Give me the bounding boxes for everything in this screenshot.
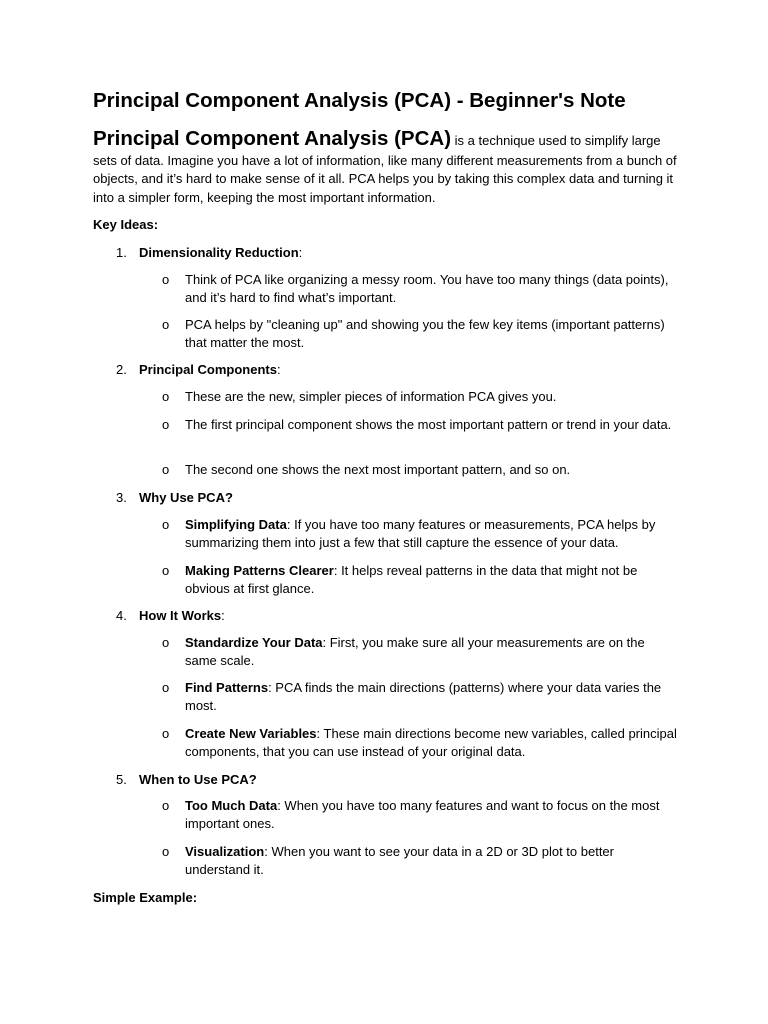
section-heading: When to Use PCA?	[139, 772, 257, 787]
section-number: 4.	[116, 608, 127, 623]
bullet-text: The first principal component shows the most important pattern or trend in your data.	[185, 417, 672, 432]
section-number: 3.	[116, 490, 127, 505]
bullet-text: Simplifying Data: If you have too many features or measurements, PCA helps by summarizing them into just a few that still capture the essence of your data.	[185, 517, 656, 551]
simple-example-heading: Simple Example:	[93, 890, 198, 905]
bullet-marker: o	[162, 517, 170, 532]
bullet-text: Find Patterns: PCA finds the main directions (patterns) where your data varies the most.	[185, 680, 662, 714]
section-heading: How It Works:	[139, 608, 225, 623]
section-number: 1.	[116, 245, 127, 260]
bullet-marker: o	[162, 680, 170, 695]
section-heading: Principal Components:	[139, 362, 281, 377]
page-title: Principal Component Analysis (PCA) - Beginner's Note	[93, 89, 626, 112]
bullet-marker: o	[162, 798, 170, 813]
section-number: 5.	[116, 772, 127, 787]
bullet-text: These are the new, simpler pieces of information PCA gives you.	[185, 389, 557, 404]
bullet-marker: o	[162, 635, 170, 650]
bullet-marker: o	[162, 462, 170, 477]
intro-text: is a technique used to simplify large sets of data. Imagine you have a lot of information, like many different measurements from a bunch of objects, and it’s hard to make sense of it all. PCA helps you by taking this complex data and turning it into a simpler form, keeping the most important information.	[93, 133, 677, 205]
bullet-marker: o	[162, 272, 170, 287]
section-number: 2.	[116, 362, 127, 377]
bullet-text: Think of PCA like organizing a messy room. You have too many things (data points), and it’s hard to find what’s important.	[185, 272, 669, 306]
section-heading: Why Use PCA?	[139, 490, 233, 505]
bullet-text: Too Much Data: When you have too many features and want to focus on the most important ones.	[185, 798, 660, 832]
bullet-marker: o	[162, 317, 170, 332]
bullet-text: Making Patterns Clearer: It helps reveal patterns in the data that might not be obvious at first glance.	[185, 563, 638, 597]
bullet-marker: o	[162, 563, 170, 578]
bullet-marker: o	[162, 389, 170, 404]
intro-paragraph	[93, 126, 683, 207]
section-heading: Dimensionality Reduction:	[139, 245, 303, 260]
bullet-text: The second one shows the next most important pattern, and so on.	[185, 462, 571, 477]
bullet-text: PCA helps by "cleaning up" and showing you the few key items (important patterns) that matter the most.	[185, 317, 665, 351]
key-ideas-heading: Key Ideas:	[93, 217, 159, 232]
intro-lead: Principal Component Analysis (PCA)	[93, 127, 452, 150]
bullet-text: Standardize Your Data: First, you make sure all your measurements are on the same scale.	[185, 635, 645, 669]
bullet-marker: o	[162, 417, 170, 432]
bullet-text: Create New Variables: These main directions become new variables, called principal components, that you can use instead of your original data.	[185, 726, 677, 760]
bullet-text: Visualization: When you want to see your data in a 2D or 3D plot to better understand it.	[185, 844, 614, 878]
bullet-marker: o	[162, 844, 170, 859]
bullet-marker: o	[162, 726, 170, 741]
